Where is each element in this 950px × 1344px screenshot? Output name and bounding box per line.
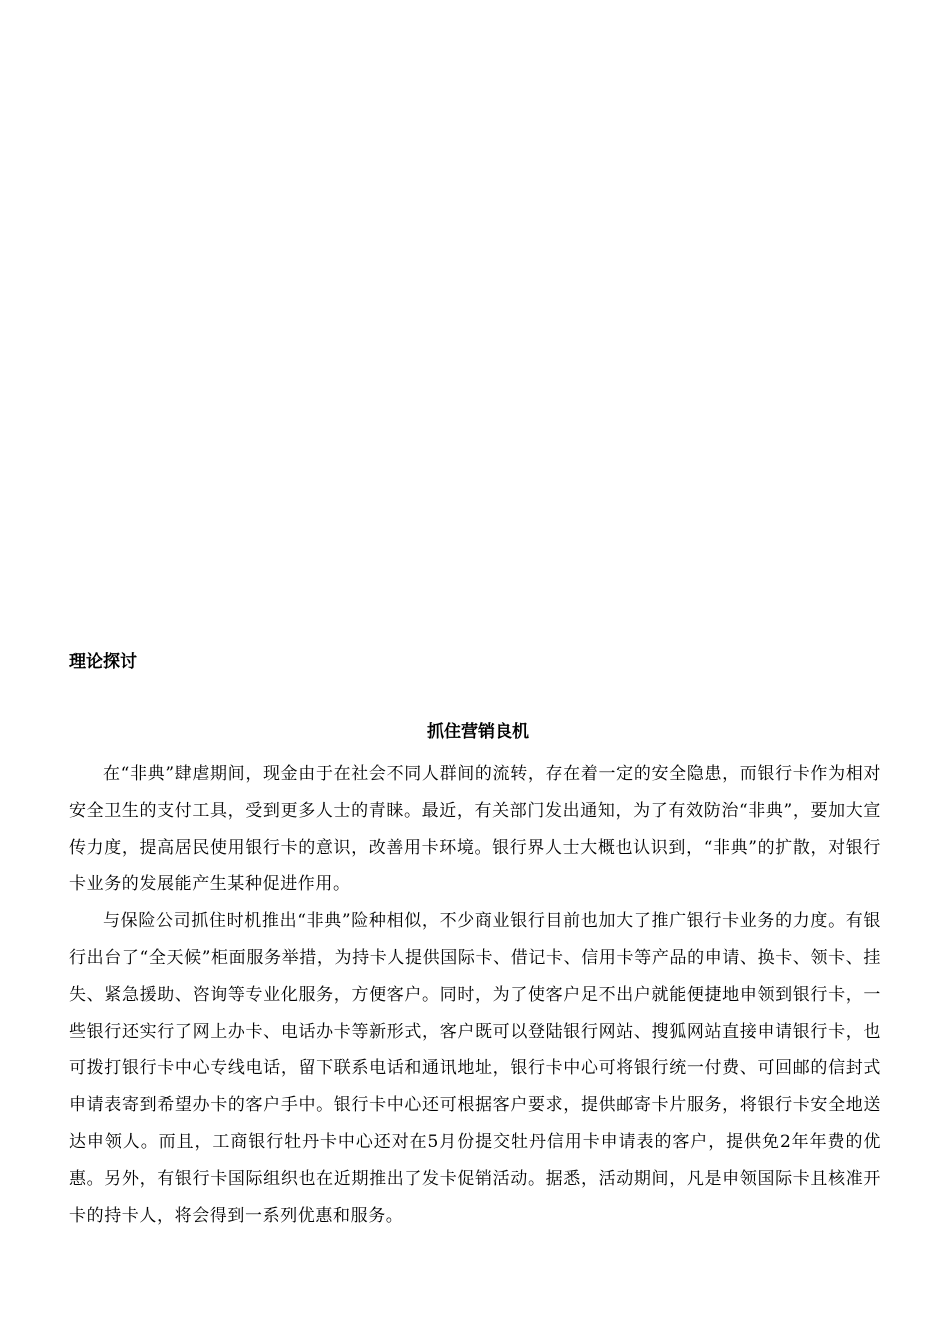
article-body [69,756,881,1234]
section-label: 理论探讨 [69,652,137,672]
paragraph: 与保险公司抓住时机推出“非典”险种相似，不少商业银行目前也加大了推广银行卡业务的力度。有银行出台了“全天候”柜面服务举措，为持卡人提供国际卡、借记卡、信用卡等产品的申请、换卡、领卡、挂失、紧急援助、咨询等专业化服务，方便客户。同时，为了使客户足不出户就能便捷地申领到银行卡，一些银行还实行了网上办卡、电话办卡等新形式，客户既可以登陆银行网站、搜狐网站直接申请银行卡，也可拨打银行卡中心专线电话，留下联系电话和通讯地址，银行卡中心可将银行统一付费、可回邮的信封式申请表寄到希望办卡的客户手中。银行卡中心还可根据客户要求，提供邮寄卡片服务，将银行卡安全地送达申领人。而且，工商银行牡丹卡中心还对在5月份提交牡丹信用卡申请表的客户，提供免2年年费的优惠。另外，有银行卡国际组织也在近期推出了发卡促销活动。据悉，活动期间，凡是申领国际卡且核准开卡的持卡人，将会得到一系列优惠和服务。 [69,911,881,1226]
article-title: 抓住营销良机 [427,722,529,742]
paragraph: 在“非典”肆虐期间，现金由于在社会不同人群间的流转，存在着一定的安全隐患，而银行卡作为相对安全卫生的支付工具，受到更多人士的青睐。最近，有关部门发出通知，为了有效防治“非典”，要加大宣传力度，提高居民使用银行卡的意识，改善用卡环境。银行界人士大概也认识到，“非典”的扩散，对银行卡业务的发展能产生某种促进作用。 [69,764,881,895]
